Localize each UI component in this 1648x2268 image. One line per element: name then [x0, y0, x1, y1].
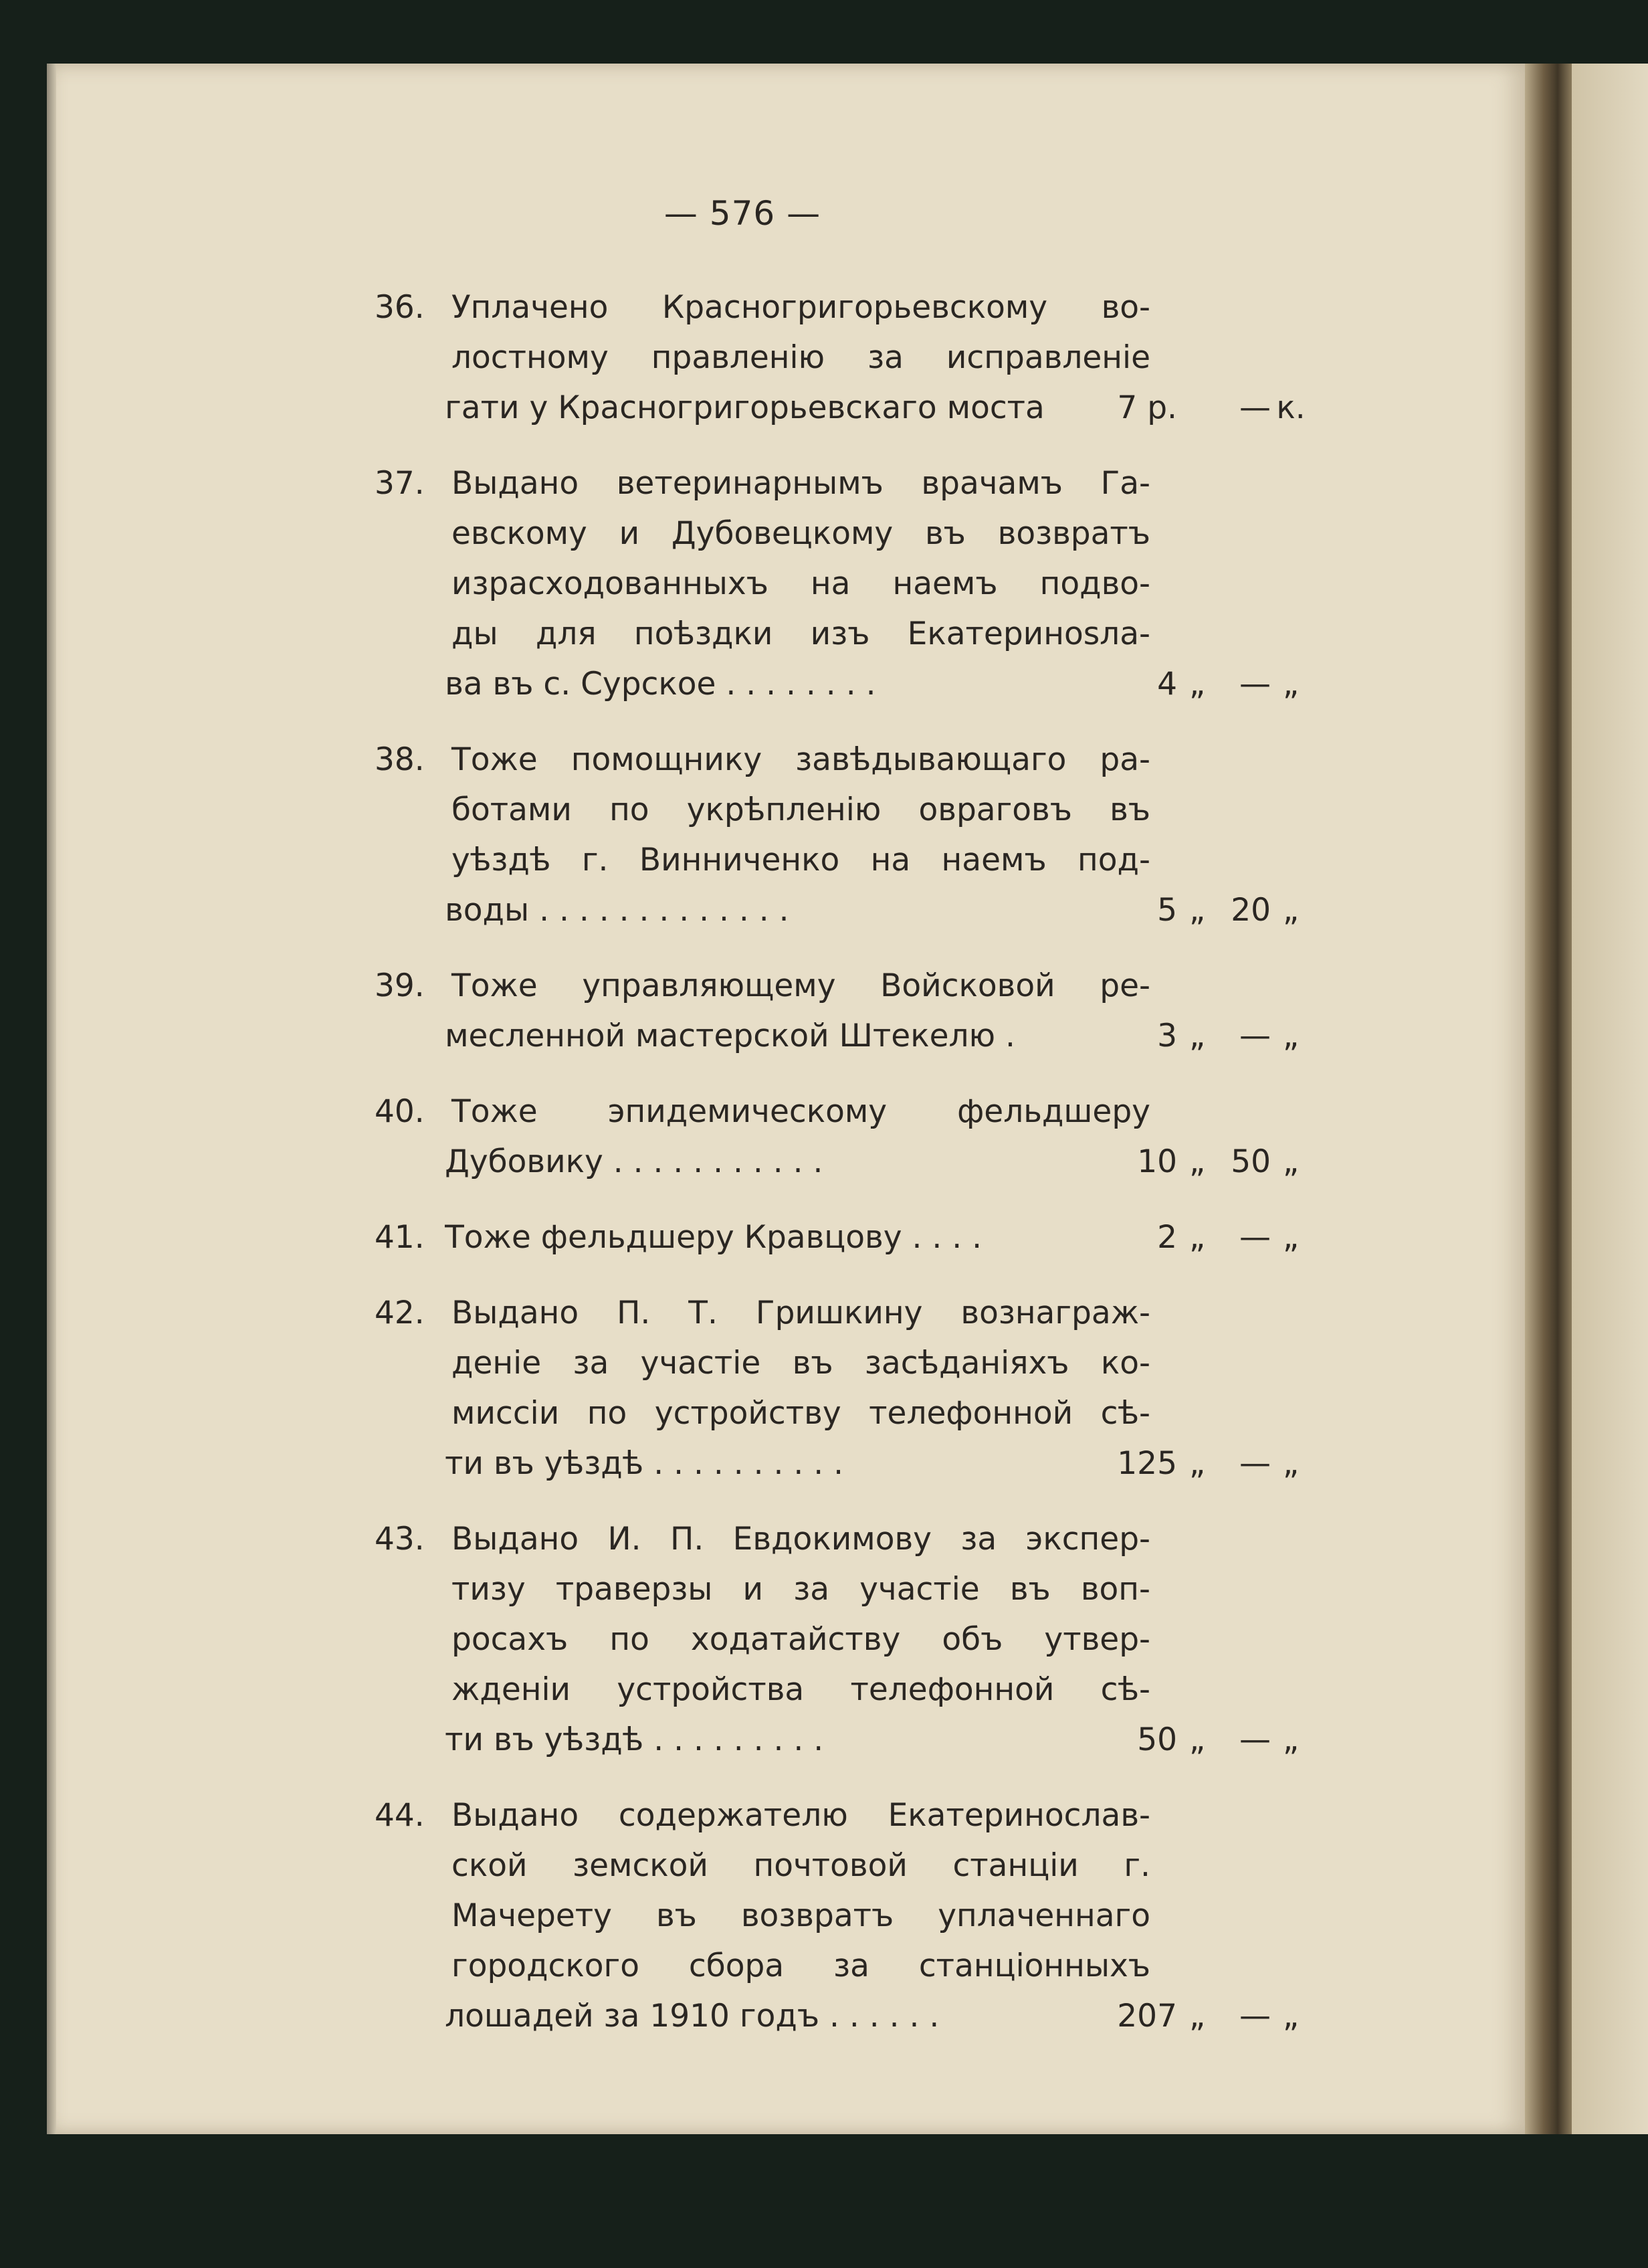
entry-text: Выдано содержателю Екатеринослав-: [451, 1797, 1150, 1834]
entry-text: лостному правленію за исправленіе: [451, 339, 1150, 376]
entry-text: ботами по укрѣпленію овраговъ въ: [451, 791, 1150, 828]
entry-amount: [1084, 1137, 1311, 1187]
entry-line: [375, 1614, 1311, 1665]
entry-text: Выдано И. П. Евдокимову за экспер-: [451, 1521, 1150, 1557]
entry-line: [375, 1891, 1311, 1941]
entry-line: [375, 282, 1311, 333]
amount-gap: [1177, 383, 1217, 433]
entry-last-line: [375, 659, 1311, 709]
amount-rubles: 125: [1117, 1445, 1177, 1482]
amount-unit: „: [1282, 1018, 1300, 1054]
entry-text: Тоже помощнику завѣдывающаго ра-: [451, 741, 1150, 778]
amount-rubles: 207: [1117, 1998, 1177, 2035]
expense-entry: [375, 458, 1311, 709]
entry-last-text-wrap: [445, 1438, 1084, 1489]
amount-ditto-mark: „: [1189, 1143, 1206, 1180]
entry-amount: [1084, 1011, 1311, 1061]
amount-unit: „: [1282, 1219, 1300, 1256]
entry-line: [375, 1288, 1311, 1338]
entry-amount: [1084, 659, 1311, 709]
expense-entry: [375, 961, 1311, 1061]
entry-amount: [1084, 1438, 1311, 1489]
amount-ditto-mark: „: [1189, 1721, 1206, 1758]
entry-line: [375, 333, 1311, 383]
entry-number: 41.: [375, 1219, 425, 1256]
entry-text: евскому и Дубовецкому въ возвратъ: [451, 515, 1150, 552]
entry-number: 36.: [375, 289, 425, 326]
amount-kopecks: —: [1239, 389, 1271, 426]
expense-entry: [375, 1790, 1311, 2041]
amount-ditto-mark: „: [1189, 1998, 1206, 2035]
entry-number: 40.: [375, 1093, 425, 1130]
entry-last-text-wrap: [445, 1991, 1084, 2041]
entry-text: ды для поѣздки изъ Екатеринosла-: [451, 616, 1150, 652]
amount-rubles: 50: [1137, 1721, 1177, 1758]
entry-number: 42.: [375, 1295, 425, 1331]
entry-line: [375, 1941, 1311, 1991]
entry-number: 37.: [375, 465, 425, 502]
entry-line: [375, 785, 1311, 835]
entry-last-text-wrap: [445, 1715, 1084, 1765]
amount-rubles: 10: [1137, 1143, 1177, 1180]
expense-entry: [375, 1212, 1311, 1262]
entry-amount: [1084, 1715, 1311, 1765]
amount-kopecks: —: [1239, 666, 1271, 702]
amount-unit: „: [1282, 666, 1300, 702]
entry-last-line: [375, 1715, 1311, 1765]
amount-rubles: 3: [1157, 1018, 1177, 1054]
entry-text: Выдано П. Т. Гришкину вознаграж-: [451, 1295, 1150, 1331]
expense-entry: [375, 1086, 1311, 1187]
entry-line: [375, 1388, 1311, 1438]
entry-text: Уплачено Красногригорьевскому во-: [451, 289, 1150, 326]
amount-rubles: 5: [1157, 892, 1177, 929]
entry-text: деніе за участіе въ засѣданіяхъ ко-: [451, 1345, 1150, 1382]
amount-kopecks: —: [1239, 1219, 1271, 1256]
entry-text: ской земской почтовой станціи г.: [451, 1847, 1150, 1884]
entry-last-line: [375, 383, 1311, 433]
amount-kopecks: —: [1239, 1721, 1271, 1758]
amount-unit: „: [1282, 1998, 1300, 2035]
amount-rubles: 2: [1157, 1219, 1177, 1256]
amount-unit: „: [1282, 1445, 1300, 1482]
entry-line: [375, 835, 1311, 885]
entry-line: [375, 1665, 1311, 1715]
entry-last-text: месленной мастерской Штекелю .: [445, 1018, 1016, 1054]
amount-ditto-mark: „: [1189, 1445, 1206, 1482]
amount-unit: к.: [1276, 389, 1306, 426]
entry-number: 43.: [375, 1521, 425, 1557]
entry-last-text-wrap: [445, 659, 1084, 709]
entry-last-line: [375, 1137, 1311, 1187]
book-gutter: [1525, 64, 1572, 2134]
entry-line: [375, 1338, 1311, 1388]
expense-entry: [375, 1288, 1311, 1489]
entry-text: Тоже эпидемическому фельдшеру: [451, 1093, 1150, 1130]
entry-last-line: [375, 1991, 1311, 2041]
entry-number: 38.: [375, 741, 425, 778]
entry-line: [375, 1086, 1311, 1137]
entry-last-text-wrap: [445, 1137, 1084, 1187]
expense-entries: [375, 282, 1311, 2041]
entry-text: Тоже управляющему Войсковой ре-: [451, 967, 1150, 1004]
entry-amount: [1084, 1212, 1311, 1262]
amount-unit: „: [1282, 892, 1300, 929]
amount-kopecks: —: [1239, 1998, 1271, 2035]
entry-last-text: ва въ с. Сурское . . . . . . . .: [445, 666, 876, 702]
entry-text: Мачерету въ возвратъ уплаченнаго: [451, 1897, 1150, 1934]
entry-text: израсходованныхъ на наемъ подво-: [451, 565, 1150, 602]
amount-kopecks: —: [1239, 1445, 1271, 1482]
entry-last-text-wrap: [445, 383, 1084, 433]
entry-text: миссіи по устройству телефонной сѣ-: [451, 1395, 1150, 1432]
entry-amount: [1084, 383, 1311, 433]
amount-ditto-mark: „: [1189, 1018, 1206, 1054]
entry-last-line: [375, 1011, 1311, 1061]
entry-line: [375, 458, 1311, 508]
entry-last-text: ти въ уѣздѣ . . . . . . . . . .: [445, 1445, 844, 1482]
entry-text: Выдано ветеринарнымъ врачамъ Га-: [451, 465, 1150, 502]
entry-last-line: [375, 885, 1311, 935]
entry-text: городского сбора за станціонныхъ: [451, 1948, 1150, 1984]
expense-entry: [375, 735, 1311, 935]
entry-text: уѣздѣ г. Винниченко на наемъ под-: [451, 842, 1150, 878]
entry-text: тизу траверзы и за участіе въ воп-: [451, 1571, 1150, 1608]
expense-entry: [375, 282, 1311, 433]
entry-line: [375, 1514, 1311, 1564]
amount-kopecks: 50: [1231, 1143, 1271, 1180]
entry-amount: [1084, 1991, 1311, 2041]
entry-line: [375, 961, 1311, 1011]
entry-text: жденіи устройства телефонной сѣ-: [451, 1671, 1150, 1708]
page-text: [375, 194, 1311, 2067]
entry-line: [375, 559, 1311, 609]
entry-last-text: лошадей за 1910 годъ . . . . . .: [445, 1998, 940, 2035]
amount-rubles: 4: [1157, 666, 1177, 702]
entry-amount: [1084, 885, 1311, 935]
right-page-edge: [1572, 64, 1648, 2134]
amount-ditto-mark: „: [1189, 892, 1206, 929]
entry-line: [375, 508, 1311, 559]
entry-number: 39.: [375, 967, 425, 1004]
entry-line: [375, 1564, 1311, 1614]
entry-line: [375, 1790, 1311, 1840]
amount-unit: „: [1282, 1143, 1300, 1180]
entry-last-line: [375, 1438, 1311, 1489]
entry-line: [375, 609, 1311, 659]
expense-entry: [375, 1514, 1311, 1765]
entry-last-text-wrap: [445, 885, 1084, 935]
entry-last-line: [375, 1212, 1311, 1262]
entry-text: росахъ по ходатайству объ утвер-: [451, 1621, 1150, 1658]
entry-last-text-wrap: [445, 1011, 1084, 1061]
entry-last-text: Дубовику . . . . . . . . . . .: [445, 1143, 823, 1180]
amount-kopecks: —: [1239, 1018, 1271, 1054]
entry-line: [375, 735, 1311, 785]
amount-rubles: 7 р.: [1117, 389, 1177, 426]
page-number: — 576 —: [663, 194, 821, 233]
entry-last-text: Тоже фельдшеру Кравцову . . . .: [445, 1219, 983, 1256]
entry-last-text-wrap: [445, 1212, 1084, 1262]
amount-kopecks: 20: [1231, 892, 1271, 929]
entry-last-text: ти въ уѣздѣ . . . . . . . . .: [445, 1721, 824, 1758]
entry-number: 44.: [375, 1797, 425, 1834]
amount-unit: „: [1282, 1721, 1300, 1758]
amount-ditto-mark: „: [1189, 666, 1206, 702]
amount-ditto-mark: „: [1189, 1219, 1206, 1256]
entry-line: [375, 1840, 1311, 1891]
entry-last-text: гати у Красногригорьевскаго моста: [445, 389, 1045, 426]
entry-last-text: воды . . . . . . . . . . . . .: [445, 892, 789, 929]
